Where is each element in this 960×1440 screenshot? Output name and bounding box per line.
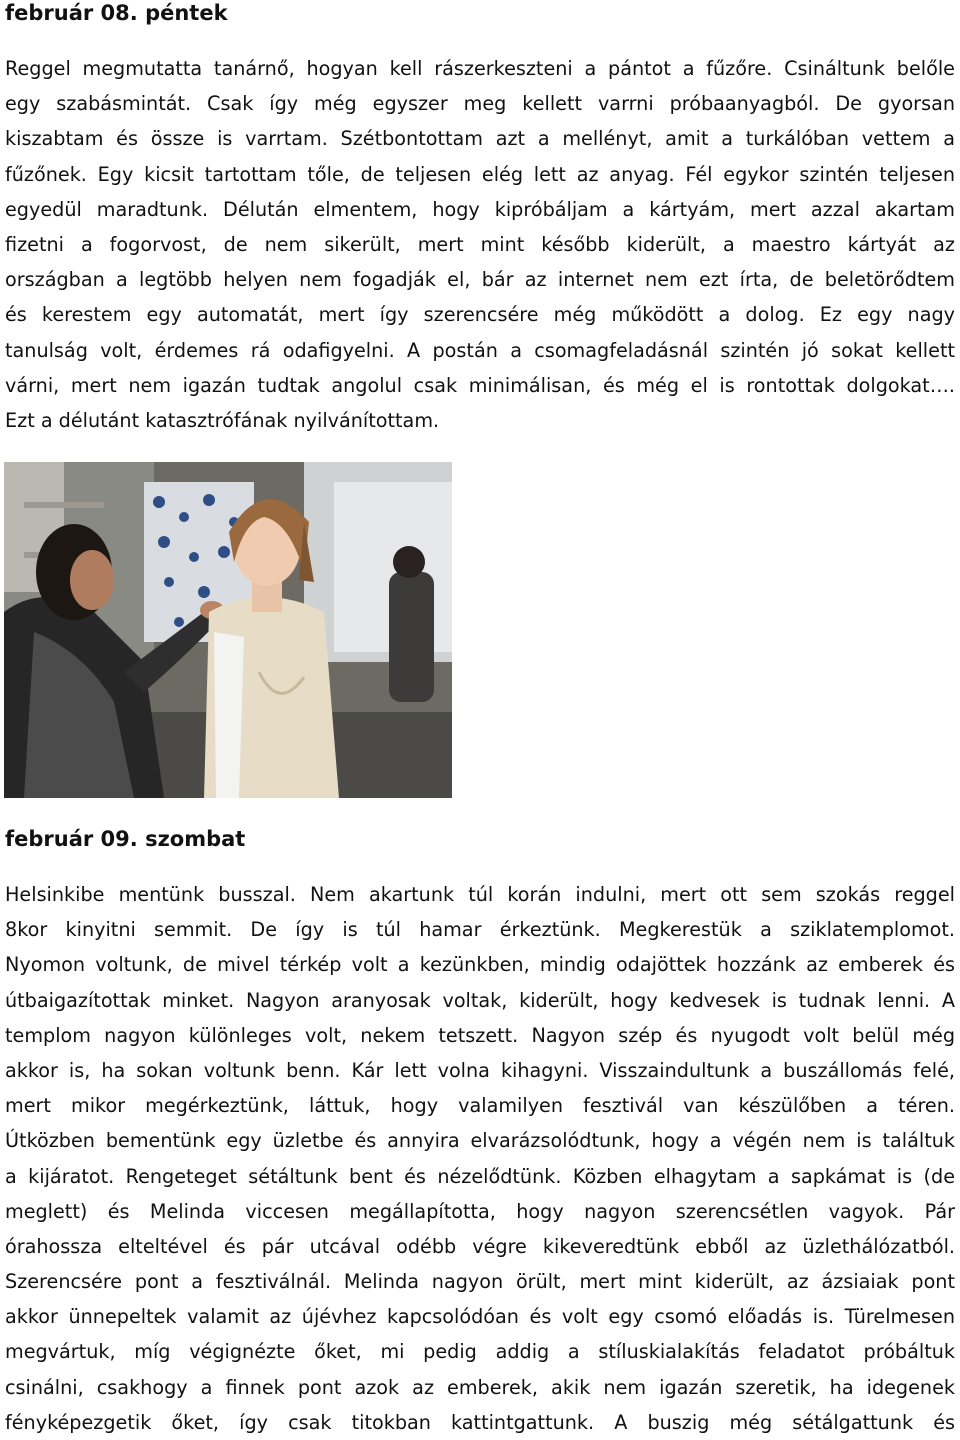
text-line: várni, mert nem igazán tudtak angolul csak minimálisan, és még el is rontottak dolgokat…. [5,373,955,397]
text-line: fizetni a fogorvost, de nem sikerült, mert mint később kiderült, a maestro kártyát az [5,232,955,256]
text-line: 8kor kinyitni semmit. De így is túl hamar érkeztünk. Megkerestük a sziklatemplomot. [5,918,955,942]
text-line: útbaigazítottak minket. Nagyon aranyosak voltak, kiderült, hogy kedvesek is tudnak lenni. A [5,988,955,1012]
text-line: megvártuk, míg végignézte őket, mi pedig addig a stíluskialakítás feladatot próbáltuk [5,1340,955,1364]
text-line: Reggel megmutatta tanárnő, hogyan kell rászerkeszteni a pántot a fűzőre. Csináltunk belőle [5,57,955,80]
text-line: Ezt a délutánt katasztrófának nyilvánítottam. [5,408,440,432]
text-line: akkor ünnepeltek valamit az újévhez kapcsolódóan és volt egy csomó előadás is. Türelmesen [5,1305,955,1329]
text-line: akkor is, ha sokan voltunk benn. Kár lett volna kihagyni. Visszaindultunk a buszállomás felé, [5,1058,955,1082]
text-line: templom nagyon különleges volt, nekem tetszett. Nagyon szép és nyugodt volt belül még [5,1023,955,1047]
entry-date-heading: február 08. péntek [5,1,228,25]
text-line: csinálni, csakhogy a finnek pont azok az emberek, akik nem igazán szeretik, ha idegenek [5,1375,955,1399]
text-line: órahossza elteltével és pár utcával odébb végre kikeveredtünk ebből az üzlethálózatból. [5,1234,955,1258]
text-line: Útközben bementünk egy üzletbe és annyira elvarázsolódtunk, hogy a végén nem is találtuk [5,1129,955,1153]
text-line: a kijáratot. Rengeteget sétáltunk bent és nézelődtünk. Közben elhagytam a sapkámat is (de [5,1164,955,1188]
entry-paragraph [5,51,955,438]
text-line: egy szabásmintát. Csak így még egyszer meg kellett varrni próbaanyagból. De gyorsan [5,92,955,116]
text-line: meglett) és Melinda viccesen megállapította, hogy nagyon szerencsétlen vagyok. Pár [5,1199,955,1223]
fitting-photo [4,462,452,798]
text-line: mert mikor megérkeztünk, láttuk, hogy valamilyen fesztivál van készülőben a téren. [5,1094,955,1118]
text-line: tanulság volt, érdemes rá odafigyelni. A postán a csomagfeladásnál szintén jó sokat kellett [5,338,955,362]
text-line: országban a legtöbb helyen nem fogadják el, bár az internet nem ezt írta, de beletörődtem [5,268,955,292]
text-line: kiszabtam és össze is varrtam. Szétbontottam azt a mellényt, amit a turkálóban vettem a [5,127,955,151]
entry-paragraph [5,877,955,1440]
text-line: Helsinkibe mentünk busszal. Nem akartunk túl korán indulni, mert ott sem szokás reggel [5,883,955,906]
text-line: Nyomon voltunk, de mivel térkép volt a kezünkben, mindig odajöttek hozzánk az emberek és [5,953,955,977]
text-line: egyedül maradtunk. Délután elmentem, hogy kipróbáljam a kártyám, mert azzal akartam [5,197,955,221]
entry-date-heading: február 09. szombat [5,827,246,851]
text-line: fényképezgetik őket, így csak titokban kattintgattunk. A buszig még sétálgattunk és [5,1410,955,1434]
fitting-photo-illustration [4,462,452,798]
text-line: és kerestem egy automatát, mert így szerencsére még működött a dolog. Ez egy nagy [5,303,955,327]
text-line: Szerencsére pont a fesztiválnál. Melinda nagyon örült, mert mint kiderült, az ázsiaiak pont [5,1270,955,1294]
text-line: fűzőnek. Egy kicsit tartottam tőle, de teljesen elég lett az anyag. Fél egykor szintén teljesen [5,162,955,186]
